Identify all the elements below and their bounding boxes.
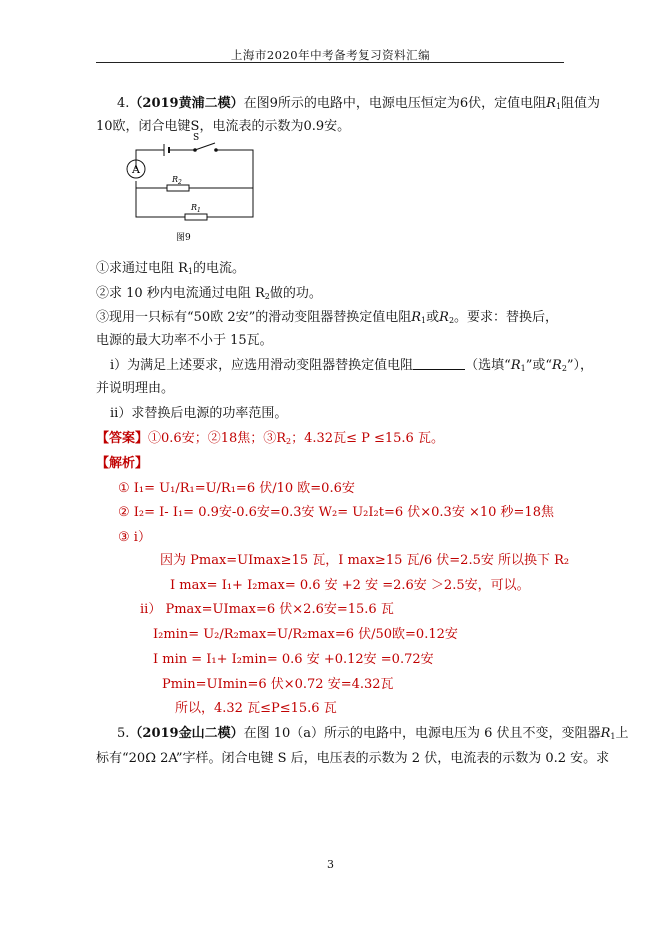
- problem-5-line-2: 标有“20Ω 2A”字样。闭合电键 S 后，电压表的示数为 2 伏，电流表的示数为 0.2 安。求: [96, 751, 610, 766]
- wire: [136, 150, 164, 169]
- problem-5-line-1: 5.（2019金山二模）在图 10（a）所示的电路中，电源电压为 6 伏且不变，变阻器$R_1$上: [117, 726, 629, 741]
- r1-label: $R_1$: [191, 203, 201, 214]
- solution-step-4: 因为 Pmax=UImax≥15 瓦，I max≥15 瓦/6 伏=2.5安 所以换下 R₂: [160, 553, 570, 568]
- problem-source: （2019黄浦二模）: [129, 96, 244, 111]
- problem-4-line-2: 10欧，闭合电键S，电流表的示数为0.9安。: [96, 119, 351, 134]
- solution-step-9: Pmin=UImin=6 伏×0.72 安=4.32瓦: [162, 677, 394, 692]
- answer-line: 【答案】①0.6安；②18焦；$③R_2$；4.32瓦≤ P ≤15.6 瓦。: [96, 431, 444, 446]
- question-1: ①求通过电阻 $R_1$的电流。: [96, 261, 246, 276]
- problem-number: 4.: [117, 96, 130, 111]
- resistor-r1: [185, 214, 207, 220]
- solution-step-7: I₂min= U₂/R₂max=U/R₂max=6 伏/50欧=0.12安: [153, 627, 458, 642]
- page-number: 3: [327, 858, 334, 871]
- solution-step-1: ① I₁= U₁/R₁=U/R₁=6 伏/10 欧=0.6安: [118, 481, 355, 496]
- switch-blade: [195, 143, 215, 150]
- question-3-ii: ii）求替换后电源的功率范围。: [110, 406, 288, 421]
- r2-label: $R_2$: [172, 175, 182, 186]
- switch-label: S: [193, 133, 200, 143]
- answer-label: 【答案】: [96, 431, 149, 446]
- solution-step-8: I min = I₁+ I₂min= 0.6 安 +0.12安 =0.72安: [153, 652, 434, 667]
- problem-4-line-1: [117, 96, 600, 112]
- ammeter-label: A: [132, 163, 140, 176]
- header-rule: [96, 62, 564, 63]
- problem-number: 5.: [117, 726, 130, 741]
- question-3-line-2: 电源的最大功率不小于 15瓦。: [96, 333, 273, 348]
- figure-caption: 图9: [176, 233, 191, 242]
- problem-text: 阻值为: [561, 96, 601, 111]
- page-header: 上海市2020年中考备考复习资料汇编: [230, 48, 431, 62]
- problem-text: 在图9所示的电路中，电源电压恒定为6伏，定值电阻: [243, 96, 547, 111]
- analysis-label: 【解析】: [96, 456, 149, 471]
- subscript: 1: [555, 102, 562, 111]
- solution-step-10: 所以，4.32 瓦≤P≤15.6 瓦: [175, 701, 337, 716]
- solution-step-3: ③ i）: [118, 530, 151, 545]
- question-3-i: i）为满足上述要求，应选用滑动变阻器替换定值电阻 （选填“$R_1$”或“$R_2$”），: [110, 358, 594, 373]
- question-3: ③现用一只标有“50欧 2安”的滑动变阻器替换定值电阻$R_1$或$R_2$。要求：替换后，: [96, 310, 559, 325]
- solution-step-6: ii） Pmax=UImax=6 伏×2.6安=15.6 瓦: [140, 602, 394, 617]
- resistor-symbol: R: [546, 96, 556, 111]
- solution-step-5: I max= I₁+ I₂max= 0.6 安 +2 安 =2.6安 ＞2.5安，可以。: [170, 578, 530, 593]
- solution-step-2: ② I₂= I- I₁= 0.9安-0.6安=0.3安 W₂= U₂I₂t=6 伏×0.3安 ×10 秒=18焦: [118, 505, 554, 520]
- problem-source: （2019金山二模）: [129, 726, 244, 741]
- question-2: ②求 10 秒内电流通过电阻 $R_2$做的功。: [96, 286, 322, 301]
- circuit-diagram-figure-9: [120, 130, 260, 242]
- question-3-i-line-2: 并说明理由。: [96, 381, 175, 396]
- answer-blank: [413, 358, 465, 370]
